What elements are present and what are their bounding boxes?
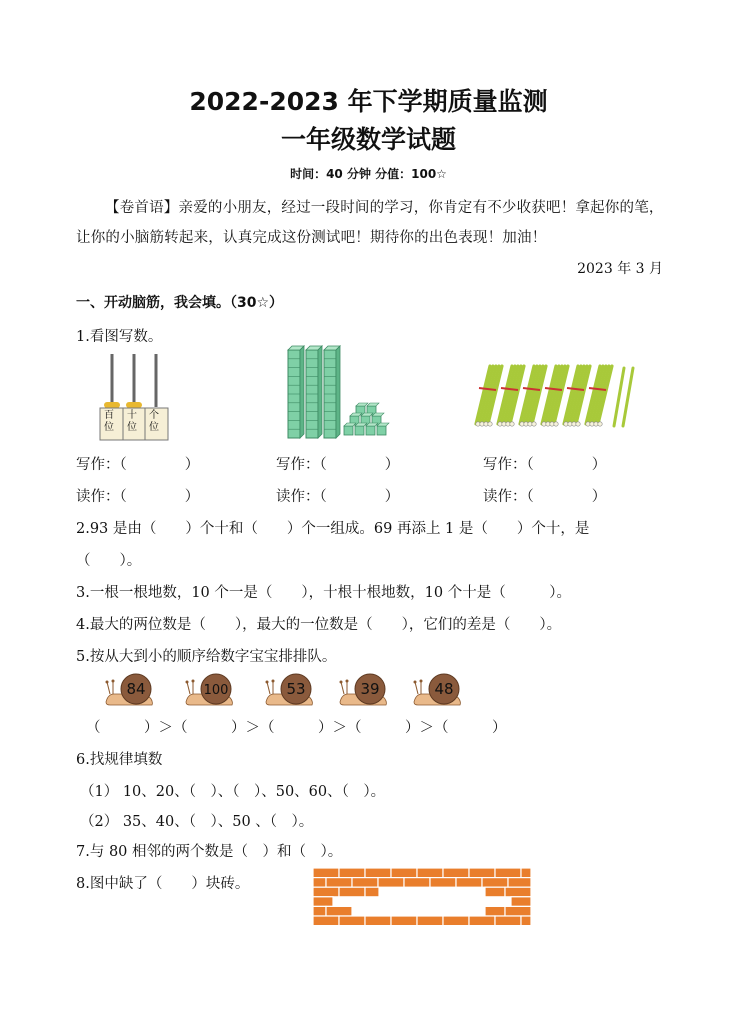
brick: [469, 916, 495, 926]
q3-text: 3.一根一根地数，10 个一是（ ），十根十根地数，10 个十是（ ）。: [76, 585, 571, 601]
brick: [508, 878, 531, 888]
brick: [313, 868, 339, 878]
snail-number-label: 39: [360, 680, 380, 698]
brick: [417, 868, 443, 878]
stick-bundle: [586, 366, 612, 426]
q6-line1: （1） 10、20、（ ）、（ ）、50、60、（ ）。: [80, 784, 386, 800]
brick: [485, 887, 505, 897]
abacus-label-ones: 个位: [149, 410, 159, 433]
exam-title: 2022-2023 年下学期质量监测: [189, 87, 548, 116]
brick: [505, 887, 531, 897]
q1-read-field-3[interactable]: 读作：（ ）: [483, 489, 607, 505]
stick-bundles-picture: [468, 364, 638, 430]
brick: [482, 878, 508, 888]
brick-wall-picture: [313, 868, 531, 926]
unit-cube: [366, 423, 378, 435]
abacus-label-hundreds: 百位: [104, 410, 114, 433]
brick: [365, 916, 391, 926]
snail-number-label: 84: [126, 680, 146, 698]
q8-text: 8.图中缺了（ ）块砖。: [76, 876, 250, 892]
brick: [313, 906, 326, 916]
brick: [456, 878, 482, 888]
brick: [495, 916, 521, 926]
snail-number-100: [184, 672, 236, 708]
snail-number-39: [338, 672, 390, 708]
brick: [521, 868, 531, 878]
brick: [326, 906, 352, 916]
exam-subtitle: 一年级数学试题: [280, 125, 456, 154]
unit-cube: [355, 423, 367, 435]
section-1-title: 一、开动脑筋，我会填。（30☆）: [76, 295, 284, 311]
brick: [313, 887, 339, 897]
q4-text: 4.最大的两位数是（ ），最大的一位数是（ ），它们的差是（ ）。: [76, 617, 562, 633]
brick: [443, 868, 469, 878]
single-stick: [623, 368, 633, 426]
brick: [495, 868, 521, 878]
brick: [521, 916, 531, 926]
exam-date: 2023 年 3 月: [577, 261, 663, 277]
abacus-bead: [104, 402, 120, 408]
base-ten-cubes-picture: [286, 350, 386, 440]
brick: [391, 916, 417, 926]
brick: [485, 906, 505, 916]
unit-cube: [377, 423, 389, 435]
brick: [404, 878, 430, 888]
brick: [339, 868, 365, 878]
ten-rod: [306, 346, 322, 438]
snail-row: [104, 672, 484, 712]
brick: [505, 906, 531, 916]
q2-line1: 2.93 是由（ ）个十和（ ）个一组成。69 再添上 1 是（ ）个十，是: [76, 521, 590, 537]
brick: [391, 868, 417, 878]
brick: [378, 878, 404, 888]
brick: [313, 897, 333, 907]
brick: [430, 878, 456, 888]
unit-cube: [344, 423, 356, 435]
q5-answer-line[interactable]: （ ）＞（ ）＞（ ）＞（ ）＞（ ）: [86, 720, 507, 736]
snail-number-label: 53: [286, 680, 306, 698]
snail-number-84: [104, 672, 156, 708]
brick: [443, 916, 469, 926]
q1-write-field-1[interactable]: 写作：（ ）: [76, 457, 200, 473]
snail-number-label: 100: [203, 683, 229, 698]
brick: [313, 878, 326, 888]
brick: [352, 878, 378, 888]
brick: [511, 897, 531, 907]
brick: [326, 878, 352, 888]
snail-number-label: 48: [434, 680, 454, 698]
q1-write-field-3[interactable]: 写作：（ ）: [483, 457, 607, 473]
q6-line2: （2） 35、40、（ ）、50 、（ ）。: [80, 814, 314, 830]
brick: [365, 868, 391, 878]
q1-read-field-2[interactable]: 读作：（ ）: [276, 489, 400, 505]
q2-line2: （ ）。: [76, 553, 142, 569]
brick: [469, 868, 495, 878]
brick: [313, 916, 339, 926]
snail-number-53: [264, 672, 316, 708]
q6-prompt: 6.找规律填数: [76, 752, 163, 768]
intro-paragraph: 【卷首语】亲爱的小朋友，经过一段时间的学习，你肯定有不少收获吧！拿起你的笔，让你的小脑筋转起来，认真完成这份测试吧！期待你的出色表现！加油！: [76, 200, 664, 246]
q1-read-field-1[interactable]: 读作：（ ）: [76, 489, 200, 505]
brick: [417, 916, 443, 926]
snail-number-48: [412, 672, 464, 708]
brick: [339, 887, 365, 897]
brick: [365, 887, 379, 897]
q5-prompt: 5.按从大到小的顺序给数字宝宝排排队。: [76, 649, 337, 665]
ten-rod: [288, 346, 304, 438]
exam-meta: 时间：40 分钟 分值：100☆: [290, 167, 447, 181]
q1-prompt: 1.看图写数。: [76, 329, 163, 345]
q7-text: 7.与 80 相邻的两个数是（ ）和（ ）。: [76, 844, 343, 860]
single-stick: [614, 368, 624, 426]
ten-rod: [324, 346, 340, 438]
abacus-label-tens: 十位: [127, 410, 137, 433]
q1-write-field-2[interactable]: 写作：（ ）: [276, 457, 400, 473]
brick: [339, 916, 365, 926]
abacus-bead: [126, 402, 142, 408]
